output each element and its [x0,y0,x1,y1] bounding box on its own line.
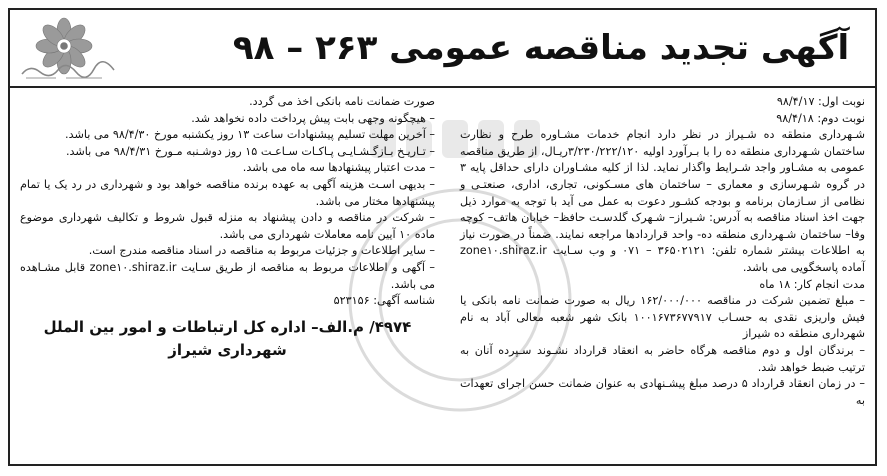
validity-period: – مدت اعتبار پیشنهادها سه ماه می باشد. [242,161,435,175]
notice-id: شناسه آگهی: ۵۲۳۱۵۶ [333,294,435,308]
website-note: – آگهی و اطلاعات مربوط به مناقصه از طریق سـایت zone۱۰.shiraz.ir قابل مشـاهده می باشد. [20,260,435,291]
guarantee-amount: – مبلغ تضمین شرکت در مناقصه ۱۶۲/۰۰۰/۰۰۰ ریال به صورت ضمانت نامه بانکی یا فیش واریزی نقدی به حسـاب ۱۰۰۱۶۷۳۶۷۷۹۱۷ بانک شهر شعبه معالی آباد به نام شهرداری منطقه ده شیراز [460,294,866,341]
shiraz-municipality-logo [16,16,126,82]
tender-notice [8,8,877,466]
work-duration: مدت انجام کار: ۱۸ ماه [759,277,865,291]
second-publication-date: نوبت دوم: ۹۸/۴/۱۸ [776,111,865,125]
issuer-municipality: شهرداری شیراز [168,340,287,359]
notice-left-column [20,94,435,362]
advertisement-cost-note: – بدیهی اسـت هزینه آگهی به عهده برنده مناقصه خواهد بود و شهرداری در رد یک یا تمام پیشنهادها مختار می باشد. [20,177,435,208]
performance-guarantee: – در زمان انعقاد قرارداد ۵ درصد مبلغ پیشـنهادی به عنوان ضمانت حسن اجرای تعهدات به [460,377,865,407]
opening-date: – تـاریـخ بـازگـشـایـی پـاکـات سـاعـت ۱۵ روز دوشـنبه مـورخ ۹۸/۴/۳۱ می باشد. [65,144,435,158]
tender-description: شـهرداری منطقه ده شـیراز در نظر دارد انجام خدمات مشـاوره طرح و نظارت ساختمان شـهرداری منطقه ده را با بـرآورد اولیه ۳/۲۳۰/۲۲۲/۱۲۰ریـال، از طریق مناقصه عمومی به مشـاور واجد شـرایط واگذار نماید. لذا از کلیه مشـاوران دارای حداقل پایه ۳ در گروه شـهرسازی و معماری – ساختمان های مسـکونی، تجاری، اداری، صنعتـی و نظامی از سـازمان برنامه و بودجه کشـور دعوت به عمل می آید با توجه به موارد ذیل جهت اخذ اسناد مناقصه به آدرس: شـیراز– شـهرک گلدسـت حافظ– خیابان هاتف– کوچه وفا– ساختمان شـهرداری منطقه ده- واحد قراردادها مراجعه نمایند. ضمناً در صورت نیاز به اطلاعات بیشتر شماره تلفن: ۳۶۵۰۲۱۲۱ – ۰۷۱ و وب سـایت zone۱۰.shiraz.ir آماده پاسخگویی می باشد. [460,128,865,274]
tender-documents-note: – سایر اطلاعات و جزئیات مربوط به مناقصه در اسناد مناقصه مندرج است. [88,244,435,258]
bank-guarantee-note: صورت ضمانت نامه بانکی اخذ می گردد. [249,95,435,108]
first-publication-date: نوبت اول: ۹۸/۴/۱۷ [776,95,865,108]
participation-terms: – شرکت در مناقصه و دادن پیشنهاد به منزله قبول شروط و تکالیف شهرداری موضوع ماده ۱۰ آیین نامه معاملات شهرداری می باشد. [20,211,435,241]
notice-right-column [460,94,865,409]
issuer-department: ۴۹۷۴/ م.الف– اداره کل ارتباطات و امور بین الملل [43,317,412,336]
notice-title: آگهی تجدید مناقصه عمومی ۲۶۳ – ۹۸ [232,28,850,68]
no-prepayment-note: – هیچگونه وجهی بابت پیش پرداخت داده نخواهد شد. [191,111,435,125]
notice-header [10,10,875,88]
submission-deadline: – آخرین مهلت تسلیم پیشنهادات ساعت ۱۳ روز یکشنبه مورخ ۹۸/۴/۳۰ می باشد. [65,128,435,142]
winner-deposit-rule: – برندگان اول و دوم مناقصه هرگاه حاضر به انعقاد قرارداد نشـوند سـپرده آنان به ترتیب ضبط خواهد شد. [460,343,865,374]
